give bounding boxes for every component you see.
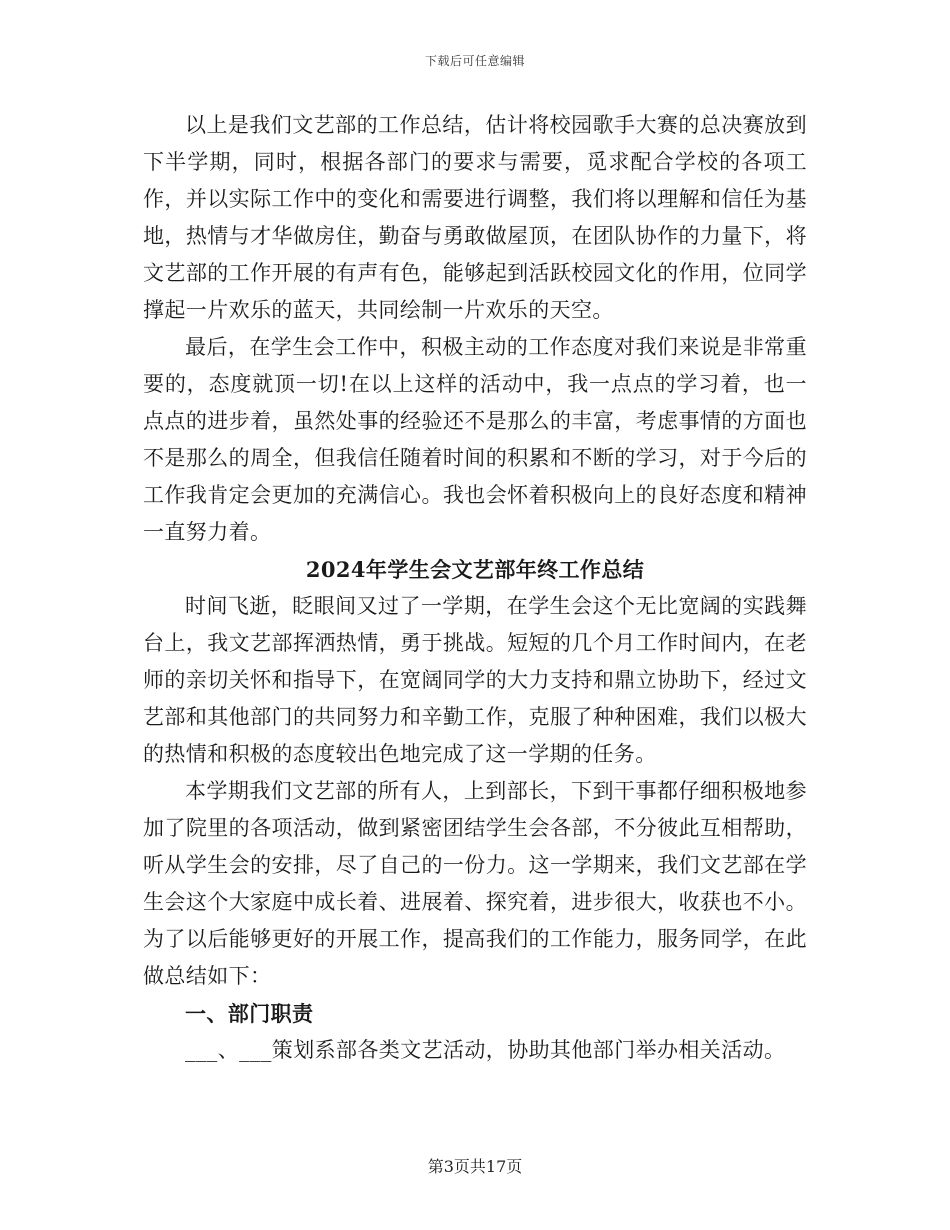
page-number: 第3页共17页: [427, 1157, 523, 1176]
paragraph-intro: 时间飞逝，眨眼间又过了一学期，在学生会这个无比宽阔的实践舞台上，我文艺部挥洒热情，勇于挑战。短短的几个月工作时间内，在老师的亲切关怀和指导下，在宽阔同学的大力支持和鼎立协助下，经过文艺部和其他部门的共同努力和辛勤工作，克服了种种困难，我们以极大的热情和积极的态度较出色地完成了这一学期的任务。: [143, 594, 807, 766]
paragraph-semester-review: 本学期我们文艺部的所有人，上到部长，下到干事都仔细积极地参加了院里的各项活动，做到紧密团结学生会各部，不分彼此互相帮助，听从学生会的安排，尽了自己的一份力。这一学期来，我们文艺部在学生会这个大家庭中成长着、进展着、探究着，进步很大，收获也不小。为了以后能够更好的开展工作，提高我们的工作能力，服务同学，在此做总结如下：: [143, 779, 807, 988]
paragraph-duty-item: ___、___策划系部各类文艺活动，协助其他部门举办相关活动。: [185, 1038, 786, 1062]
paragraph-attitude: 最后，在学生会工作中，积极主动的工作态度对我们来说是非常重要的，态度就顶一切!在以上这样的活动中，我一点点的学习着，也一点点的进步着，虽然处事的经验还不是那么的丰富，考虑事情的方面也不是那么的周全，但我信任随着时间的积累和不断的学习，对于今后的工作我肯定会更加的充满信心。我也会怀着积极向上的良好态度和精神一直努力着。: [143, 335, 807, 544]
page-header: 下载后可任意编辑: [424, 54, 525, 68]
section-title: 2024年学生会文艺部年终工作总结: [305, 557, 645, 582]
subheading-department-duties: 一、部门职责: [185, 1001, 314, 1026]
document-body: [143, 107, 807, 1069]
paragraph-summary-closing: 以上是我们文艺部的工作总结，估计将校园歌手大赛的总决赛放到下半学期，同时，根据各部门的要求与需要，觅求配合学校的各项工作，并以实际工作中的变化和需要进行调整，我们将以理解和信任为基地，热情与才华做房住，勤奋与勇敢做屋顶，在团队协作的力量下，将文艺部的工作开展的有声有色，能够起到活跃校园文化的作用，位同学撑起一片欢乐的蓝天，共同绘制一片欢乐的天空。: [143, 113, 807, 322]
